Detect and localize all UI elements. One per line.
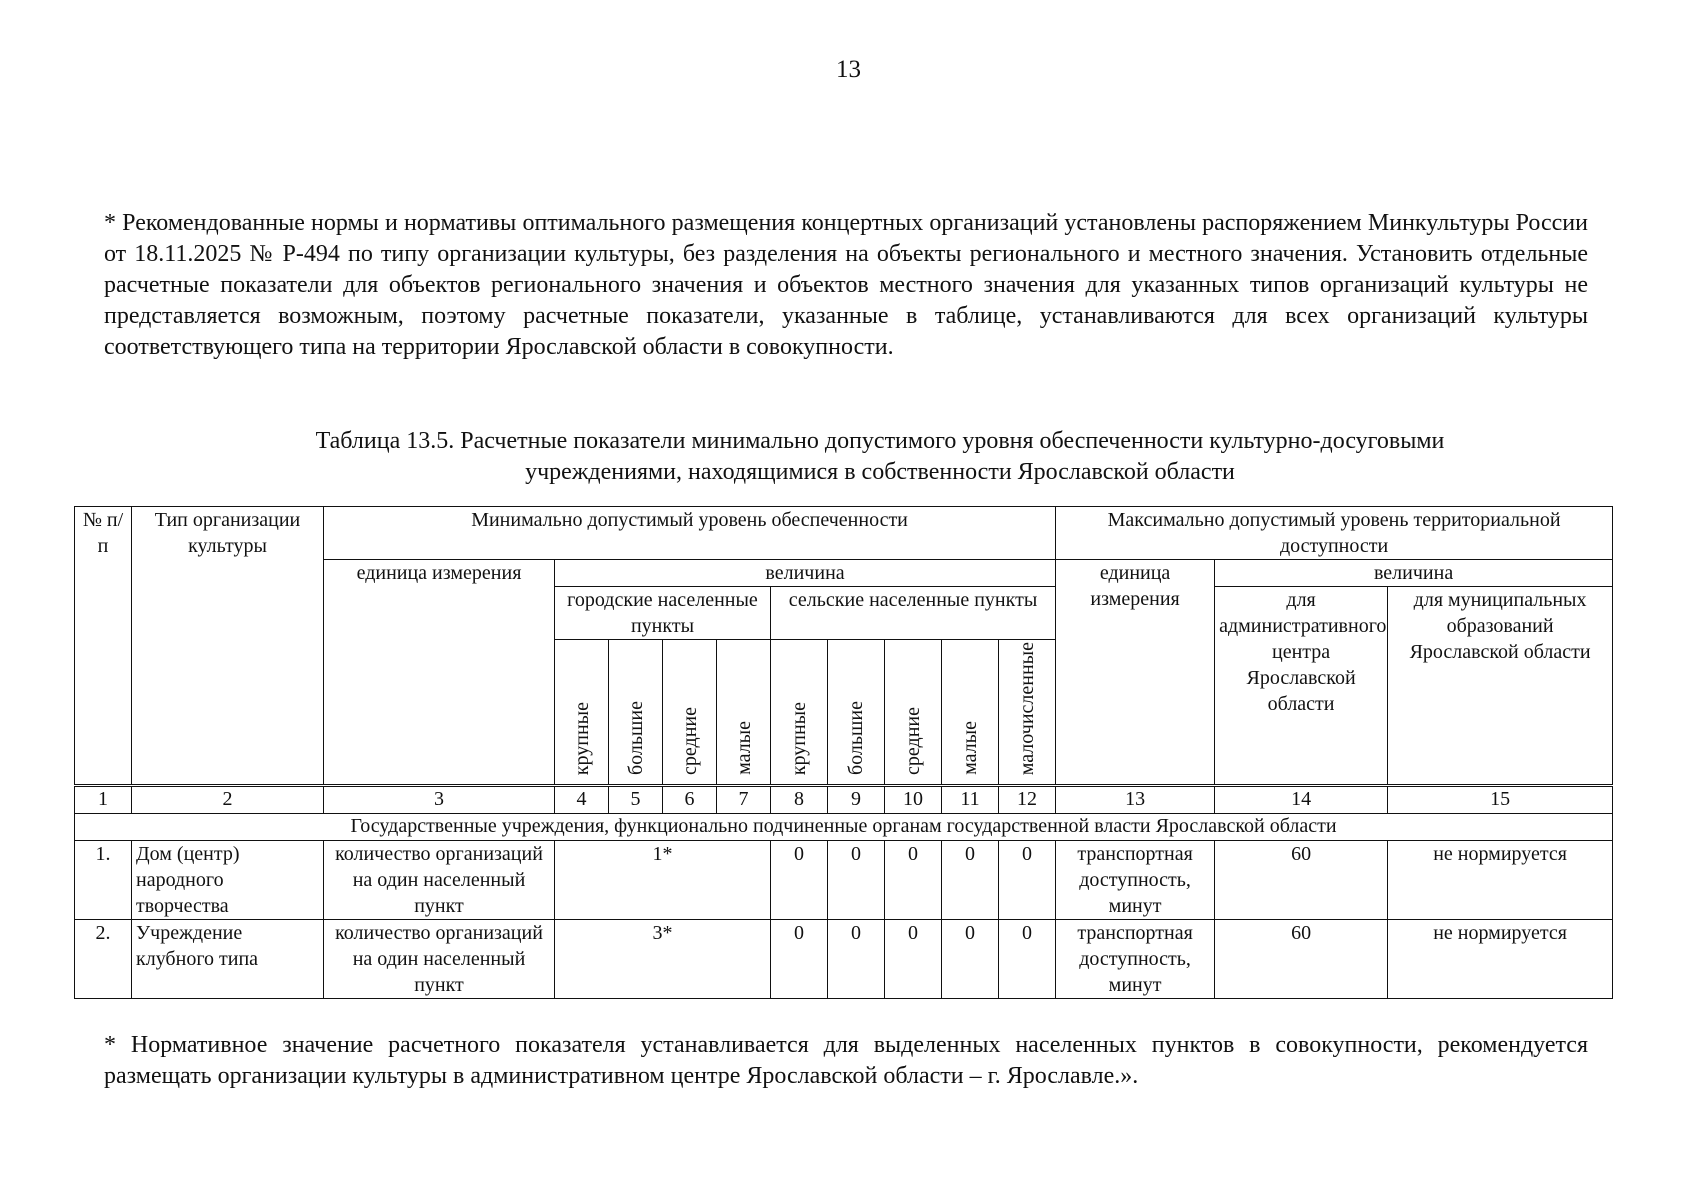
size-label: малочисленные	[1016, 642, 1039, 776]
column-number: 11	[942, 786, 999, 814]
column-number: 5	[609, 786, 663, 814]
row-municipal: не нормируется	[1388, 920, 1613, 999]
header-urban: городские населенные пункты	[555, 587, 771, 640]
row-rural-value: 0	[999, 841, 1056, 920]
header-size-urban-medium	[663, 640, 717, 786]
column-number: 1	[75, 786, 132, 814]
table-caption	[190, 426, 1570, 488]
header-municipal: для муниципальных образований Ярославской области	[1388, 587, 1613, 786]
header-min-level: Минимально допустимый уровень обеспеченности	[324, 507, 1056, 560]
table-row	[75, 920, 1613, 999]
header-value: величина	[555, 560, 1056, 587]
row-access-unit: транспортная доступность, минут	[1056, 920, 1215, 999]
norms-table	[74, 506, 1613, 999]
caption-line-2: учреждениями, находящимися в собственности Ярославской области	[525, 459, 1235, 485]
row-urban-value: 3*	[555, 920, 771, 999]
column-number: 8	[771, 786, 828, 814]
header-size-rural-medium	[885, 640, 942, 786]
row-admin-center: 60	[1215, 920, 1388, 999]
page-number: 13	[836, 56, 861, 83]
header-max-level: Максимально допустимый уровень территориальной доступности	[1056, 507, 1613, 560]
section-title: Государственные учреждения, функционально подчиненные органам государственной власти Ярославской области	[75, 814, 1613, 841]
row-municipal: не нормируется	[1388, 841, 1613, 920]
column-number: 14	[1215, 786, 1388, 814]
footnote-top: * Рекомендованные нормы и нормативы оптимального размещения концертных организаций установлены распоряжением Минкультуры России от 18.11.2025 № Р-494 по типу организации культуры, без разделения на объекты регионального и местного значения. Установить отдельные расчетные показатели для объектов регионального значения и объектов местного значения для указанных типов организаций культуры не представляется возможным, поэтому расчетные показатели, указанные в таблице, устанавливаются для всех организаций культуры соответствующего типа на территории Ярославской области в совокупности.	[104, 210, 1588, 360]
header-size-rural-small	[942, 640, 999, 786]
column-number: 3	[324, 786, 555, 814]
size-label: крупные	[570, 702, 593, 776]
column-number: 13	[1056, 786, 1215, 814]
row-type: Дом (центр) народного творчества	[132, 841, 324, 920]
column-number: 10	[885, 786, 942, 814]
size-label: малые	[959, 721, 981, 776]
header-size-urban-big	[609, 640, 663, 786]
row-rural-value: 0	[999, 920, 1056, 999]
footnote-bottom: * Нормативное значение расчетного показателя устанавливается для выделенных населенных пунктов в совокупности, рекомендуется размещать организации культуры в административном центре Ярославской области – г. Ярославле.».	[104, 1032, 1588, 1089]
column-number: 6	[663, 786, 717, 814]
row-rural-value: 0	[885, 841, 942, 920]
row-rural-value: 0	[942, 920, 999, 999]
row-unit: количество организаций на один населенный пункт	[324, 841, 555, 920]
row-access-unit: транспортная доступность, минут	[1056, 841, 1215, 920]
caption-line-1: Таблица 13.5. Расчетные показатели минимально допустимого уровня обеспеченности культурно-досуговыми	[315, 428, 1445, 454]
row-rural-value: 0	[771, 841, 828, 920]
column-number: 15	[1388, 786, 1613, 814]
size-label: крупные	[788, 702, 810, 776]
row-rural-value: 0	[828, 841, 885, 920]
row-admin-center: 60	[1215, 841, 1388, 920]
header-rural: сельские населенные пункты	[771, 587, 1056, 640]
row-unit: количество организаций на один населенный пункт	[324, 920, 555, 999]
table-row	[75, 841, 1613, 920]
size-label: средние	[678, 707, 701, 776]
column-number: 9	[828, 786, 885, 814]
column-number: 4	[555, 786, 609, 814]
header-size-rural-large	[771, 640, 828, 786]
row-num: 2.	[75, 920, 132, 999]
row-type: Учреждение клубного типа	[132, 920, 324, 999]
size-label: средние	[902, 707, 924, 776]
row-rural-value: 0	[942, 841, 999, 920]
column-number: 7	[717, 786, 771, 814]
header-size-urban-large	[555, 640, 609, 786]
size-label: малые	[732, 721, 755, 776]
size-label: большие	[624, 701, 647, 776]
row-rural-value: 0	[885, 920, 942, 999]
column-number: 2	[132, 786, 324, 814]
header-unit-2: единица измерения	[1056, 560, 1215, 786]
header-unit: единица измерения	[324, 560, 555, 786]
row-urban-value: 1*	[555, 841, 771, 920]
row-rural-value: 0	[828, 920, 885, 999]
header-size-urban-small	[717, 640, 771, 786]
header-size-rural-big	[828, 640, 885, 786]
header-type: Тип организации культуры	[132, 507, 324, 786]
header-admin-center: для административного центра Ярославской области	[1215, 587, 1388, 786]
header-value-2: величина	[1215, 560, 1613, 587]
size-label: большие	[845, 701, 867, 776]
header-size-rural-tiny	[999, 640, 1056, 786]
header-num: № п/п	[75, 507, 132, 786]
column-numbers-row	[75, 786, 1613, 814]
row-rural-value: 0	[771, 920, 828, 999]
row-num: 1.	[75, 841, 132, 920]
column-number: 12	[999, 786, 1056, 814]
